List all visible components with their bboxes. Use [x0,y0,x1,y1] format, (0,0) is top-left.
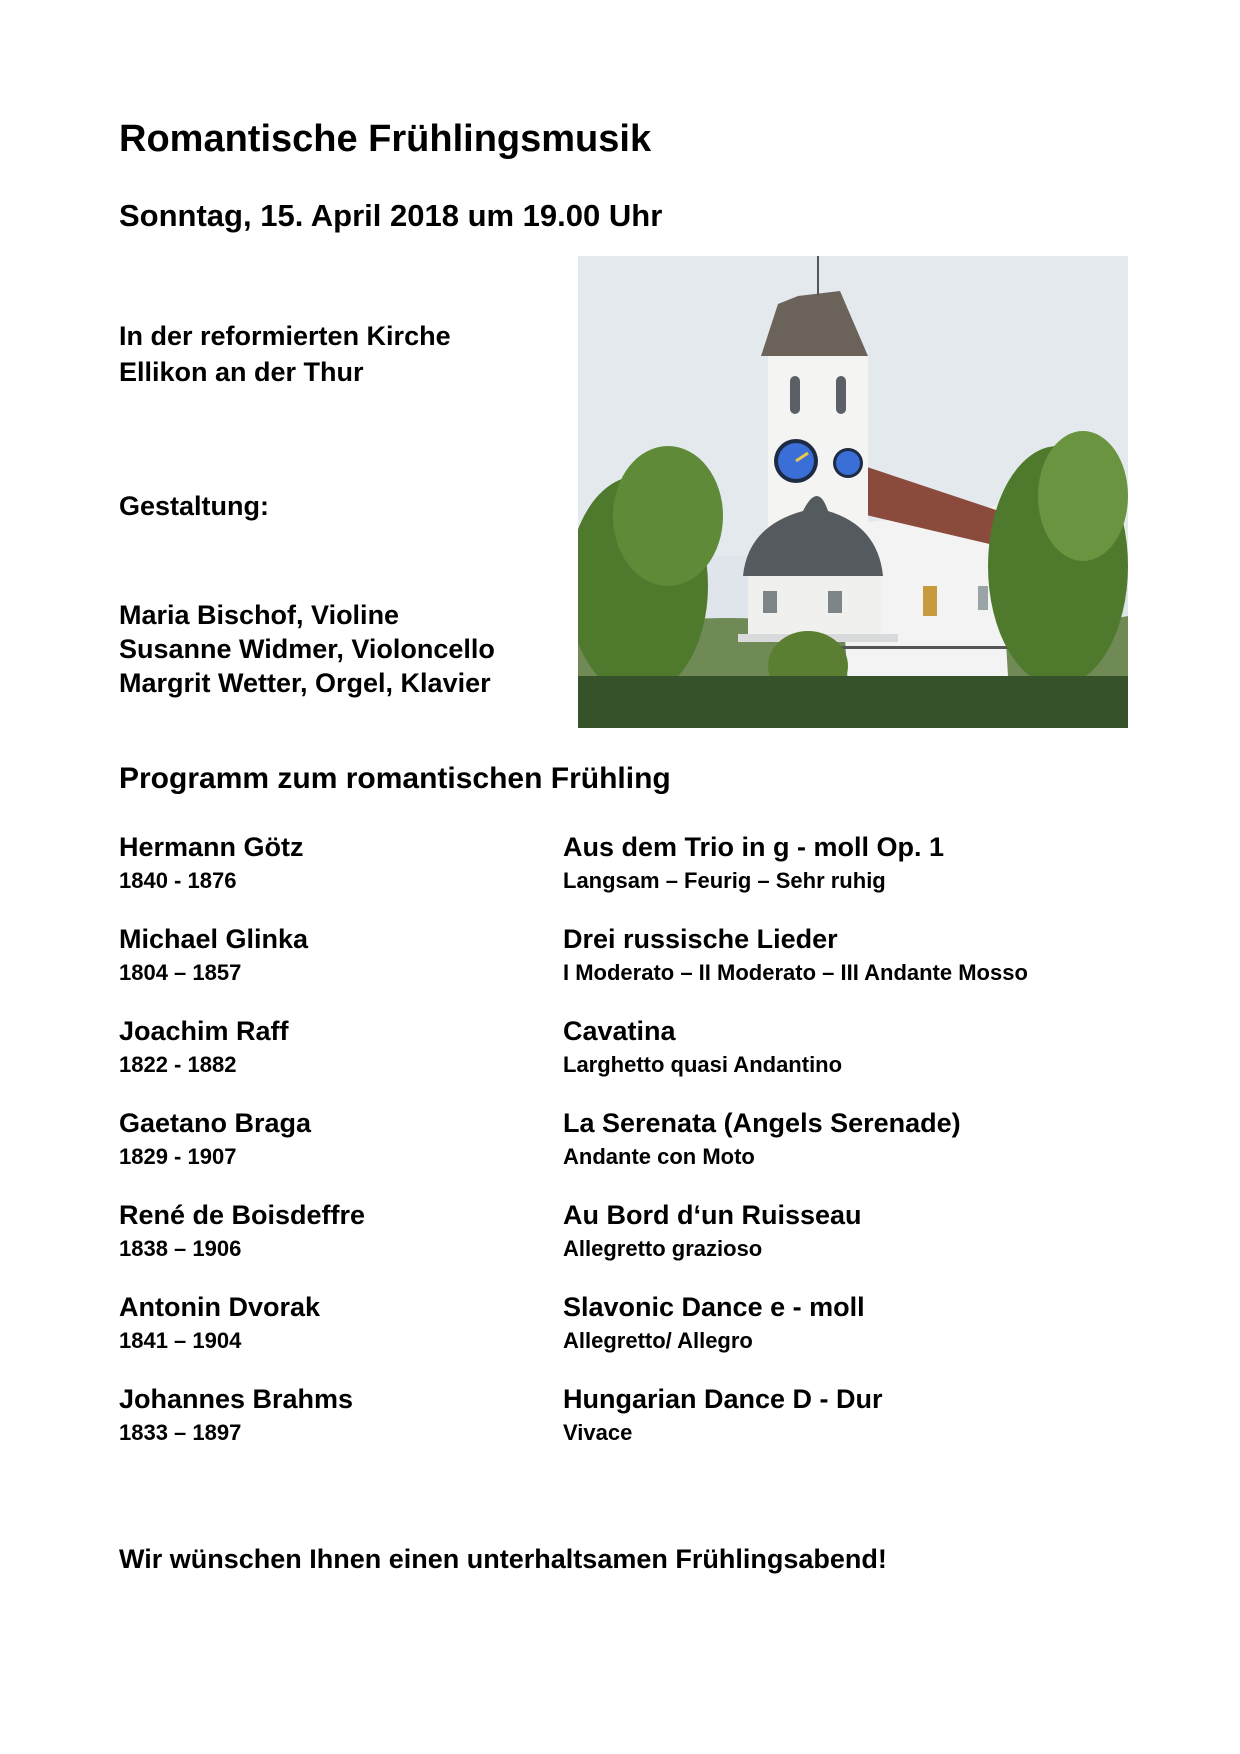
work-tempo: I Moderato – II Moderato – III Andante Mosso [563,960,1028,985]
gestaltung-label: Gestaltung: [119,491,270,521]
composer-years: 1840 - 1876 [119,868,237,893]
performers-list [119,598,495,700]
work-tempo: Andante con Moto [563,1144,755,1169]
composer-name: Johannes Brahms [119,1384,354,1414]
composer-years: 1833 – 1897 [119,1420,242,1445]
closing-message: Wir wünschen Ihnen einen unterhaltsamen Frühlingsabend! [119,1544,887,1574]
program-heading: Programm zum romantischen Frühling [119,762,671,795]
church-illustration [578,256,1128,728]
work-tempo: Allegretto/ Allegro [563,1328,753,1353]
work-title: Aus dem Trio in g - moll Op. 1 [563,832,945,862]
composer-name: René de Boisdeffre [119,1200,366,1230]
program-item [0,1108,1240,1200]
performer: Maria Bischof, Violine [119,600,400,630]
venue [119,318,451,390]
composer-years: 1829 - 1907 [119,1144,237,1169]
work-title: Hungarian Dance D - Dur [563,1384,883,1414]
program-item [0,1200,1240,1292]
work-title: La Serenata (Angels Serenade) [563,1108,961,1138]
composer-years: 1841 – 1904 [119,1328,242,1353]
work-tempo: Vivace [563,1420,633,1445]
work-tempo: Larghetto quasi Andantino [563,1052,843,1077]
venue-line-1: In der reformierten Kirche [119,321,451,351]
program-list [0,832,1240,1476]
composer-years: 1838 – 1906 [119,1236,242,1261]
program-item [0,1016,1240,1108]
work-title: Cavatina [563,1016,676,1046]
program-item [0,832,1240,924]
program-item [0,1292,1240,1384]
work-tempo: Langsam – Feurig – Sehr ruhig [563,868,886,893]
page-title: Romantische Frühlingsmusik [119,118,652,160]
event-date: Sonntag, 15. April 2018 um 19.00 Uhr [119,198,663,233]
composer-name: Gaetano Braga [119,1108,312,1138]
work-title: Slavonic Dance e - moll [563,1292,865,1322]
program-item [0,924,1240,1016]
performer: Susanne Widmer, Violoncello [119,634,495,664]
composer-name: Michael Glinka [119,924,309,954]
composer-years: 1804 – 1857 [119,960,242,985]
performer: Margrit Wetter, Orgel, Klavier [119,668,491,698]
work-tempo: Allegretto grazioso [563,1236,763,1261]
composer-years: 1822 - 1882 [119,1052,237,1077]
venue-line-2: Ellikon an der Thur [119,357,364,387]
church-photo [578,256,1128,728]
work-title: Au Bord d‘un Ruisseau [563,1200,862,1230]
composer-name: Antonin Dvorak [119,1292,321,1322]
composer-name: Hermann Götz [119,832,304,862]
composer-name: Joachim Raff [119,1016,289,1046]
program-item [0,1384,1240,1476]
work-title: Drei russische Lieder [563,924,838,954]
